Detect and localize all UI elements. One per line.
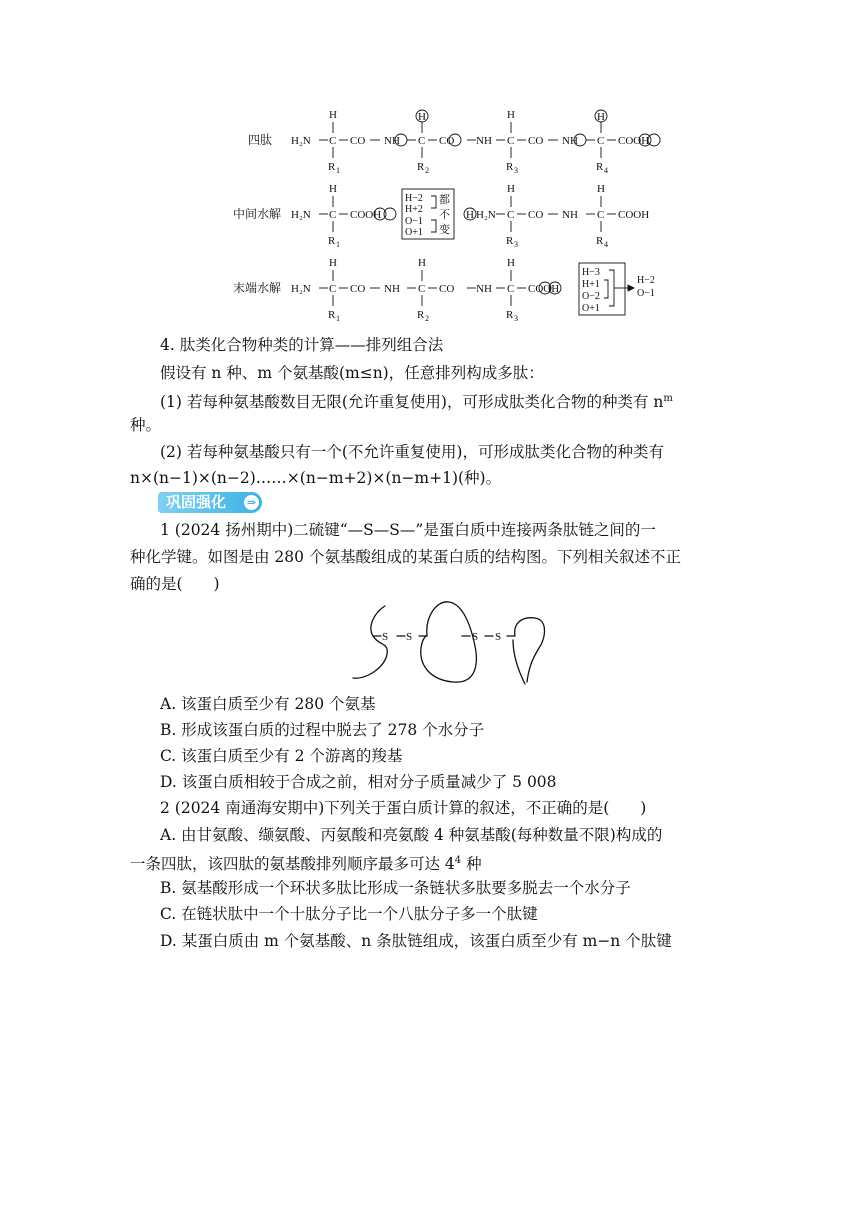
r-group: R [596, 161, 604, 173]
svg-text:H+1: H+1 [582, 279, 600, 290]
rule-2-line1: (2) 若每种氨基酸只有一个(不允许重复使用)，可形成肽类化合物的种类有 [160, 443, 664, 461]
svg-text:COOH: COOH [618, 209, 650, 221]
svg-text:4: 4 [604, 166, 608, 175]
svg-text:都: 都 [439, 194, 450, 206]
hydrogen: H [507, 109, 515, 121]
row-label-tetrapeptide: 四肽 [248, 133, 273, 147]
hydrogen: H [418, 111, 426, 123]
svg-text:R: R [506, 235, 514, 247]
q1-option-a: A. 该蛋白质至少有 280 个氨基 [160, 695, 376, 713]
hydrolysis-diagram-svg [0, 100, 860, 330]
carbonyl: CO [439, 135, 455, 147]
q2-option-d: D. 某蛋白质由 m 个氨基酸、n 条肽链组成，该蛋白质至少有 m−n 个肽键 [160, 932, 672, 950]
q1-option-d: D. 该蛋白质相较于合成之前，相对分子质量减少了 5 008 [160, 773, 557, 791]
svg-text:变: 变 [439, 224, 450, 236]
svg-text:R: R [596, 235, 604, 247]
svg-text:C: C [329, 283, 337, 295]
carbon-atom: C [507, 135, 515, 147]
svg-text:R: R [506, 309, 514, 321]
middle-hydrolysis-formula [291, 183, 649, 249]
q2-option-c: C. 在链状肽中一个十肽分子比一个八肽分子多一个肽键 [160, 905, 538, 923]
svg-text:C: C [329, 209, 337, 221]
consolidation-badge: 巩固强化 ⇒ [158, 492, 262, 513]
svg-text:R: R [328, 235, 336, 247]
row-label-end-hydrolysis: 末端水解 [233, 281, 282, 295]
svg-text:H₂N: H₂N [291, 209, 311, 221]
q2-stem: 2 (2024 南通海安期中)下列关于蛋白质计算的叙述，不正确的是( ) [160, 799, 647, 817]
svg-text:O−1: O−1 [637, 288, 655, 299]
arrow-icon: ⇒ [244, 495, 259, 510]
hydrolysis-diagram [0, 100, 860, 330]
svg-text:2: 2 [425, 314, 429, 323]
sulfur-label: S [472, 631, 479, 643]
section-intro: 假设有 n 种、m 个氨基酸(m≤n)，任意排列构成多肽： [160, 364, 544, 382]
r-group: R [328, 161, 336, 173]
imino: NH [476, 135, 492, 147]
svg-text:COOH: COOH [350, 209, 382, 221]
rule-1-line2: 种。 [130, 416, 162, 434]
svg-text:C: C [507, 283, 515, 295]
q2-option-b: B. 氨基酸形成一个环状多肽比形成一条链状多肽要多脱去一个水分子 [160, 879, 631, 897]
row-label-middle-hydrolysis: 中间水解 [233, 207, 282, 221]
svg-text:不: 不 [439, 209, 450, 221]
svg-text:C: C [597, 209, 605, 221]
carbon-atom: C [329, 135, 337, 147]
svg-text:H: H [329, 257, 337, 269]
sulfur-label: S [495, 631, 502, 643]
svg-text:R: R [328, 309, 336, 321]
svg-text:1: 1 [336, 240, 340, 249]
carbon-atom: C [418, 135, 426, 147]
svg-text:H₂N: H₂N [476, 209, 496, 221]
end-hydrolysis-formula [291, 257, 655, 323]
carbonyl: CO [528, 135, 544, 147]
protein-structure-figure [345, 596, 555, 690]
svg-text:O+1: O+1 [582, 303, 600, 314]
svg-text:1: 1 [336, 314, 340, 323]
section-heading: 4. 肽类化合物种类的计算——排列组合法 [160, 336, 444, 354]
amino-group: H₂N [291, 135, 311, 147]
svg-text:3: 3 [514, 314, 518, 323]
svg-text:4: 4 [604, 240, 608, 249]
q1-option-b: B. 形成该蛋白质的过程中脱去了 278 个水分子 [160, 721, 485, 739]
svg-text:NH: NH [384, 283, 400, 295]
rule-1-line1: (1) 若每种氨基酸数目无限(允许重复使用)，可形成肽类化合物的种类有 $n^m$ [160, 393, 673, 412]
r-group: R [417, 161, 425, 173]
q2-option-a-line2: 一条四肽，该四肽的氨基酸排列顺序最多可达 $4^4$ 种 [130, 855, 482, 874]
svg-text:CO: CO [528, 209, 544, 221]
svg-text:CO: CO [439, 283, 455, 295]
svg-text:H: H [507, 257, 515, 269]
svg-text:COOH: COOH [528, 283, 560, 295]
svg-text:H+2: H+2 [405, 204, 423, 215]
svg-text:H: H [597, 183, 605, 195]
q1-stem-line2: 种化学键。如图是由 280 个氨基酸组成的某蛋白质的结构图。下列相关叙述不正 [130, 548, 681, 566]
svg-text:3: 3 [514, 240, 518, 249]
q2-option-a-line1: A. 由甘氨酸、缬氨酸、丙氨酸和亮氨酸 4 种氨基酸(每种数量不限)构成的 [160, 826, 663, 844]
svg-text:O−2: O−2 [582, 291, 600, 302]
svg-text:3: 3 [514, 166, 518, 175]
svg-text:H: H [507, 183, 515, 195]
svg-text:NH: NH [562, 209, 578, 221]
svg-text:H−3: H−3 [582, 267, 600, 278]
svg-text:NH: NH [476, 283, 492, 295]
carboxyl: COOH [618, 135, 650, 147]
sulfur-label: S [382, 631, 389, 643]
hydrogen: H [329, 109, 337, 121]
imino: NH [384, 135, 400, 147]
q1-stem-line1: 1 (2024 扬州期中)二硫键“—S—S—”是蛋白质中连接两条肽链之间的一 [160, 521, 656, 539]
svg-text:O+1: O+1 [405, 227, 423, 238]
protein-structure-svg [345, 596, 555, 690]
svg-text:1: 1 [336, 166, 340, 175]
carbonyl: CO [350, 135, 366, 147]
svg-text:H−2: H−2 [405, 193, 423, 204]
r-group: R [506, 161, 514, 173]
svg-text:C: C [507, 209, 515, 221]
hydrogen: H [597, 111, 605, 123]
svg-text:R: R [417, 309, 425, 321]
svg-text:H: H [466, 209, 474, 221]
sulfur-label: S [406, 631, 413, 643]
q1-option-c: C. 该蛋白质至少有 2 个游离的羧基 [160, 747, 403, 765]
svg-text:O−1: O−1 [405, 216, 423, 227]
svg-text:H: H [329, 183, 337, 195]
q1-stem-line3: 确的是( ) [130, 575, 220, 593]
svg-text:C: C [418, 283, 426, 295]
svg-text:CO: CO [350, 283, 366, 295]
svg-text:H: H [418, 257, 426, 269]
rule-2-line2: n×(n−1)×(n−2)……×(n−m+2)×(n−m+1)(种)。 [130, 469, 502, 487]
svg-text:H₂N: H₂N [291, 283, 311, 295]
carbon-atom: C [597, 135, 605, 147]
svg-text:H−2: H−2 [637, 275, 655, 286]
imino: NH [562, 135, 578, 147]
svg-text:2: 2 [425, 166, 429, 175]
